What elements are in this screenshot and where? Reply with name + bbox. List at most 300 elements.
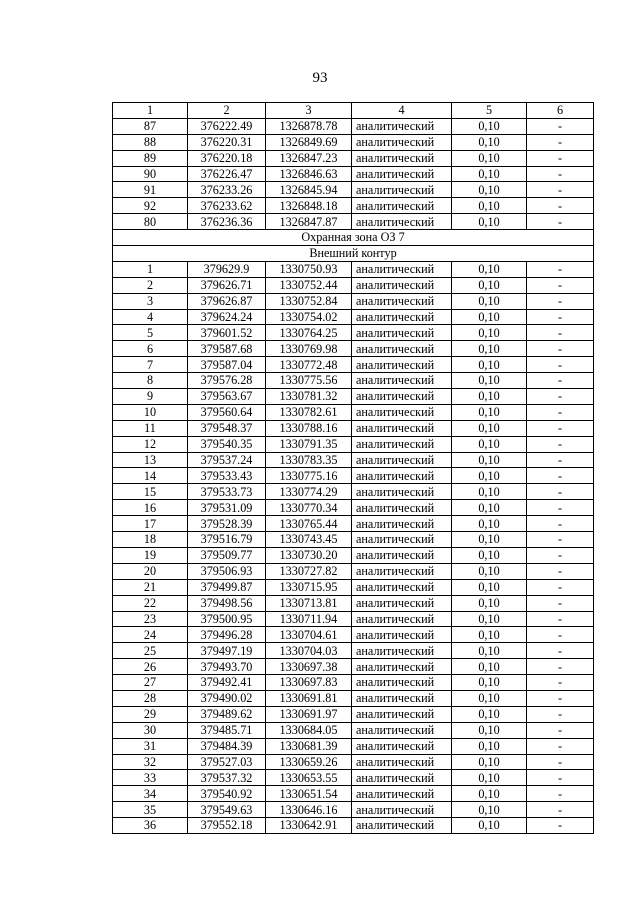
table-cell: - <box>527 468 594 484</box>
table-cell: аналитический <box>352 293 452 309</box>
zone-title: Охранная зона ОЗ 7 <box>113 230 594 246</box>
table-cell: 1330752.44 <box>266 277 352 293</box>
table-cell: 8 <box>113 373 188 389</box>
table-cell: 0,10 <box>452 484 527 500</box>
table-cell: 80 <box>113 214 188 230</box>
table-cell: 0,10 <box>452 166 527 182</box>
table-cell: - <box>527 198 594 214</box>
table-row <box>113 484 594 500</box>
table-cell: 376233.26 <box>188 182 266 198</box>
table-cell: 1326847.87 <box>266 214 352 230</box>
table-cell: - <box>527 404 594 420</box>
table-cell: 4 <box>113 309 188 325</box>
table-cell: аналитический <box>352 532 452 548</box>
table-cell: 0,10 <box>452 404 527 420</box>
table-cell: - <box>527 500 594 516</box>
table-cell: 0,10 <box>452 802 527 818</box>
table-cell: - <box>527 484 594 500</box>
table-row <box>113 277 594 293</box>
table-row <box>113 341 594 357</box>
table-row <box>113 547 594 563</box>
table-cell: 379552.18 <box>188 818 266 834</box>
table-cell: 379492.41 <box>188 675 266 691</box>
table-cell: 376233.62 <box>188 198 266 214</box>
table-cell: 0,10 <box>452 706 527 722</box>
table-row <box>113 325 594 341</box>
table-cell: 0,10 <box>452 738 527 754</box>
table-cell: 1330750.93 <box>266 261 352 277</box>
table-cell: - <box>527 706 594 722</box>
header-cell: 6 <box>527 103 594 119</box>
header-row <box>113 103 594 119</box>
page-number: 93 <box>312 70 328 86</box>
table-row <box>113 404 594 420</box>
table-row <box>113 690 594 706</box>
table-row <box>113 182 594 198</box>
table-cell: 1330659.26 <box>266 754 352 770</box>
table-cell: - <box>527 627 594 643</box>
zone-title-row <box>113 230 594 246</box>
table-cell: 379527.03 <box>188 754 266 770</box>
table-cell: 0,10 <box>452 436 527 452</box>
table-cell: 379533.43 <box>188 468 266 484</box>
table-cell: аналитический <box>352 468 452 484</box>
table-row <box>113 261 594 277</box>
table-cell: аналитический <box>352 373 452 389</box>
table-cell: 0,10 <box>452 579 527 595</box>
table-cell: 1330772.48 <box>266 357 352 373</box>
table-cell: 0,10 <box>452 357 527 373</box>
table-body <box>113 103 594 834</box>
table-row <box>113 118 594 134</box>
table-cell: 0,10 <box>452 611 527 627</box>
table-cell: аналитический <box>352 690 452 706</box>
table-row <box>113 786 594 802</box>
table-row <box>113 643 594 659</box>
table-row <box>113 198 594 214</box>
table-cell: 1330681.39 <box>266 738 352 754</box>
table-row <box>113 706 594 722</box>
table-row <box>113 134 594 150</box>
table-row <box>113 468 594 484</box>
table-cell: 0,10 <box>452 627 527 643</box>
header-cell: 3 <box>266 103 352 119</box>
table-cell: 6 <box>113 341 188 357</box>
header-cell: 1 <box>113 103 188 119</box>
table-cell: аналитический <box>352 150 452 166</box>
table-cell: 92 <box>113 198 188 214</box>
table-cell: 379497.19 <box>188 643 266 659</box>
table-cell: 379498.56 <box>188 595 266 611</box>
table-cell: 379493.70 <box>188 659 266 675</box>
table-cell: аналитический <box>352 182 452 198</box>
table-cell: - <box>527 436 594 452</box>
table-cell: 1330691.97 <box>266 706 352 722</box>
table-cell: - <box>527 690 594 706</box>
table-cell: - <box>527 563 594 579</box>
table-cell: 10 <box>113 404 188 420</box>
table-cell: 376220.18 <box>188 150 266 166</box>
table-cell: - <box>527 818 594 834</box>
table-cell: аналитический <box>352 516 452 532</box>
table-cell: 376222.49 <box>188 118 266 134</box>
table-cell: 14 <box>113 468 188 484</box>
table-row <box>113 627 594 643</box>
table-cell: 1326846.63 <box>266 166 352 182</box>
table-cell: аналитический <box>352 277 452 293</box>
table-cell: 0,10 <box>452 690 527 706</box>
table-cell: - <box>527 738 594 754</box>
table-cell: - <box>527 802 594 818</box>
table-cell: - <box>527 579 594 595</box>
table-cell: 379626.87 <box>188 293 266 309</box>
table-cell: 0,10 <box>452 818 527 834</box>
table-cell: 29 <box>113 706 188 722</box>
table-cell: 379626.71 <box>188 277 266 293</box>
contour-title: Внешний контур <box>113 246 594 262</box>
table-cell: 0,10 <box>452 452 527 468</box>
table-cell: 1330781.32 <box>266 389 352 405</box>
table-cell: 13 <box>113 452 188 468</box>
table-cell: - <box>527 389 594 405</box>
table-cell: - <box>527 166 594 182</box>
table-row <box>113 150 594 166</box>
table-row <box>113 802 594 818</box>
table-cell: 0,10 <box>452 563 527 579</box>
table-cell: 1330704.03 <box>266 643 352 659</box>
table-cell: 30 <box>113 722 188 738</box>
table-cell: 33 <box>113 770 188 786</box>
table-cell: 0,10 <box>452 547 527 563</box>
table-row <box>113 214 594 230</box>
table-row <box>113 532 594 548</box>
table-cell: - <box>527 277 594 293</box>
table-cell: аналитический <box>352 309 452 325</box>
table-cell: 0,10 <box>452 373 527 389</box>
table-cell: - <box>527 786 594 802</box>
table-cell: 0,10 <box>452 261 527 277</box>
table-cell: - <box>527 357 594 373</box>
table-cell: 0,10 <box>452 516 527 532</box>
table-cell: 19 <box>113 547 188 563</box>
table-cell: 1330651.54 <box>266 786 352 802</box>
table-cell: 379624.24 <box>188 309 266 325</box>
table-cell: 0,10 <box>452 754 527 770</box>
table-cell: 1330791.35 <box>266 436 352 452</box>
header-cell: 4 <box>352 103 452 119</box>
table-cell: аналитический <box>352 738 452 754</box>
table-cell: 379587.68 <box>188 341 266 357</box>
table-cell: 379540.92 <box>188 786 266 802</box>
table-cell: 379516.79 <box>188 532 266 548</box>
table-cell: 1326849.69 <box>266 134 352 150</box>
table-cell: 25 <box>113 643 188 659</box>
table-row <box>113 373 594 389</box>
table-cell: 1330697.83 <box>266 675 352 691</box>
table-cell: 0,10 <box>452 198 527 214</box>
table-cell: 379563.67 <box>188 389 266 405</box>
table-cell: - <box>527 675 594 691</box>
table-cell: 379549.63 <box>188 802 266 818</box>
table-cell: аналитический <box>352 341 452 357</box>
table-cell: 1330752.84 <box>266 293 352 309</box>
table-cell: 1330774.29 <box>266 484 352 500</box>
table-cell: - <box>527 659 594 675</box>
table-cell: 1330769.98 <box>266 341 352 357</box>
table-cell: 0,10 <box>452 341 527 357</box>
table-cell: 1330782.61 <box>266 404 352 420</box>
table-cell: 87 <box>113 118 188 134</box>
table-cell: аналитический <box>352 547 452 563</box>
table-cell: аналитический <box>352 118 452 134</box>
table-cell: 379489.62 <box>188 706 266 722</box>
table-cell: 36 <box>113 818 188 834</box>
table-cell: 0,10 <box>452 118 527 134</box>
table-cell: 0,10 <box>452 309 527 325</box>
table-cell: 0,10 <box>452 325 527 341</box>
table-cell: 379537.24 <box>188 452 266 468</box>
table-cell: 0,10 <box>452 214 527 230</box>
table-cell: 2 <box>113 277 188 293</box>
table-cell: 1330684.05 <box>266 722 352 738</box>
table-cell: 1326848.18 <box>266 198 352 214</box>
table-cell: аналитический <box>352 436 452 452</box>
table-cell: 1330743.45 <box>266 532 352 548</box>
table-cell: 376220.31 <box>188 134 266 150</box>
table-cell: аналитический <box>352 818 452 834</box>
table-row <box>113 563 594 579</box>
table-cell: 379499.87 <box>188 579 266 595</box>
table-cell: 0,10 <box>452 468 527 484</box>
table-cell: - <box>527 293 594 309</box>
table-cell: 379496.28 <box>188 627 266 643</box>
table-cell: 1330788.16 <box>266 420 352 436</box>
table-cell: аналитический <box>352 786 452 802</box>
table-cell: аналитический <box>352 722 452 738</box>
table-cell: 1330770.34 <box>266 500 352 516</box>
table-cell: 1330715.95 <box>266 579 352 595</box>
table-row <box>113 754 594 770</box>
table-cell: - <box>527 770 594 786</box>
table-row <box>113 357 594 373</box>
table-cell: аналитический <box>352 452 452 468</box>
table-cell: 379537.32 <box>188 770 266 786</box>
table-cell: 90 <box>113 166 188 182</box>
table-cell: 1330711.94 <box>266 611 352 627</box>
table-row <box>113 722 594 738</box>
table-cell: 0,10 <box>452 150 527 166</box>
table-cell: - <box>527 325 594 341</box>
table-cell: 3 <box>113 293 188 309</box>
table-cell: - <box>527 309 594 325</box>
table-cell: 22 <box>113 595 188 611</box>
table-cell: аналитический <box>352 261 452 277</box>
table-cell: 1330646.16 <box>266 802 352 818</box>
table-cell: 28 <box>113 690 188 706</box>
table-cell: 379490.02 <box>188 690 266 706</box>
table-row <box>113 452 594 468</box>
table-cell: аналитический <box>352 563 452 579</box>
table-cell: 27 <box>113 675 188 691</box>
table-cell: 9 <box>113 389 188 405</box>
header-cell: 2 <box>188 103 266 119</box>
table-cell: 1330653.55 <box>266 770 352 786</box>
table-cell: 379601.52 <box>188 325 266 341</box>
table-cell: 376236.36 <box>188 214 266 230</box>
table-row <box>113 611 594 627</box>
table-cell: 379587.04 <box>188 357 266 373</box>
table-row <box>113 500 594 516</box>
table-row <box>113 516 594 532</box>
table-cell: 0,10 <box>452 675 527 691</box>
table-cell: аналитический <box>352 404 452 420</box>
table-cell: аналитический <box>352 595 452 611</box>
contour-title-row <box>113 246 594 262</box>
table-cell: 0,10 <box>452 786 527 802</box>
table-cell: 12 <box>113 436 188 452</box>
table-cell: - <box>527 754 594 770</box>
table-cell: 91 <box>113 182 188 198</box>
table-cell: аналитический <box>352 325 452 341</box>
table-cell: 20 <box>113 563 188 579</box>
table-row <box>113 659 594 675</box>
table-cell: аналитический <box>352 675 452 691</box>
table-cell: 379500.95 <box>188 611 266 627</box>
table-cell: - <box>527 214 594 230</box>
table-cell: - <box>527 420 594 436</box>
table-cell: аналитический <box>352 484 452 500</box>
table-cell: - <box>527 547 594 563</box>
table-cell: 1330704.61 <box>266 627 352 643</box>
table-cell: - <box>527 595 594 611</box>
table-cell: 0,10 <box>452 643 527 659</box>
table-cell: 5 <box>113 325 188 341</box>
table-cell: аналитический <box>352 770 452 786</box>
table-cell: 24 <box>113 627 188 643</box>
table-cell: 11 <box>113 420 188 436</box>
table-row <box>113 770 594 786</box>
table-cell: 1330764.25 <box>266 325 352 341</box>
table-row <box>113 738 594 754</box>
table-cell: 1330730.20 <box>266 547 352 563</box>
table-cell: 0,10 <box>452 532 527 548</box>
table-cell: 1326878.78 <box>266 118 352 134</box>
table-row <box>113 579 594 595</box>
table-row <box>113 436 594 452</box>
table-cell: 1330765.44 <box>266 516 352 532</box>
table-cell: 0,10 <box>452 420 527 436</box>
table-cell: 23 <box>113 611 188 627</box>
table-cell: 0,10 <box>452 500 527 516</box>
table-cell: 1330783.35 <box>266 452 352 468</box>
table-cell: 15 <box>113 484 188 500</box>
table-cell: - <box>527 611 594 627</box>
table-row <box>113 818 594 834</box>
table-cell: - <box>527 182 594 198</box>
table-cell: 0,10 <box>452 293 527 309</box>
table-row <box>113 166 594 182</box>
table-cell: аналитический <box>352 579 452 595</box>
table-cell: 0,10 <box>452 595 527 611</box>
table-cell: аналитический <box>352 500 452 516</box>
table-cell: аналитический <box>352 643 452 659</box>
table-row <box>113 293 594 309</box>
table-row <box>113 309 594 325</box>
table-cell: 21 <box>113 579 188 595</box>
table-cell: 1330775.16 <box>266 468 352 484</box>
table-cell: 1330775.56 <box>266 373 352 389</box>
table-cell: - <box>527 373 594 389</box>
table-cell: аналитический <box>352 420 452 436</box>
table-cell: 379629.9 <box>188 261 266 277</box>
table-cell: 26 <box>113 659 188 675</box>
table-cell: 379533.73 <box>188 484 266 500</box>
table-cell: - <box>527 722 594 738</box>
table-cell: аналитический <box>352 706 452 722</box>
table-cell: аналитический <box>352 357 452 373</box>
table-cell: 379540.35 <box>188 436 266 452</box>
table-cell: 379531.09 <box>188 500 266 516</box>
table-cell: - <box>527 643 594 659</box>
table-cell: - <box>527 516 594 532</box>
table-cell: 379485.71 <box>188 722 266 738</box>
table-cell: 1326847.23 <box>266 150 352 166</box>
table-cell: 32 <box>113 754 188 770</box>
table-cell: 0,10 <box>452 722 527 738</box>
table-cell: 34 <box>113 786 188 802</box>
table-row <box>113 595 594 611</box>
table-cell: 1330642.91 <box>266 818 352 834</box>
table-cell: 1330697.38 <box>266 659 352 675</box>
header-cell: 5 <box>452 103 527 119</box>
table-cell: 379509.77 <box>188 547 266 563</box>
table-row <box>113 420 594 436</box>
table-cell: 7 <box>113 357 188 373</box>
table-cell: - <box>527 118 594 134</box>
table-cell: 88 <box>113 134 188 150</box>
table-cell: аналитический <box>352 134 452 150</box>
coordinates-table <box>112 102 594 834</box>
table-cell: аналитический <box>352 754 452 770</box>
table-cell: - <box>527 452 594 468</box>
table-cell: 379484.39 <box>188 738 266 754</box>
table-cell: аналитический <box>352 214 452 230</box>
table-cell: 0,10 <box>452 389 527 405</box>
table-cell: 379528.39 <box>188 516 266 532</box>
table-cell: аналитический <box>352 166 452 182</box>
table-cell: аналитический <box>352 389 452 405</box>
table-cell: 17 <box>113 516 188 532</box>
table-cell: 1330691.81 <box>266 690 352 706</box>
table-cell: - <box>527 134 594 150</box>
table-cell: 89 <box>113 150 188 166</box>
table-cell: 379548.37 <box>188 420 266 436</box>
table-row <box>113 675 594 691</box>
table-cell: 16 <box>113 500 188 516</box>
table-cell: 379560.64 <box>188 404 266 420</box>
table-cell: 1330713.81 <box>266 595 352 611</box>
table-cell: 379506.93 <box>188 563 266 579</box>
table-cell: - <box>527 261 594 277</box>
table-cell: 0,10 <box>452 134 527 150</box>
table-cell: - <box>527 532 594 548</box>
table-cell: 35 <box>113 802 188 818</box>
table-row <box>113 389 594 405</box>
table-cell: аналитический <box>352 627 452 643</box>
table-cell: аналитический <box>352 198 452 214</box>
table-cell: - <box>527 150 594 166</box>
table-cell: 1330727.82 <box>266 563 352 579</box>
